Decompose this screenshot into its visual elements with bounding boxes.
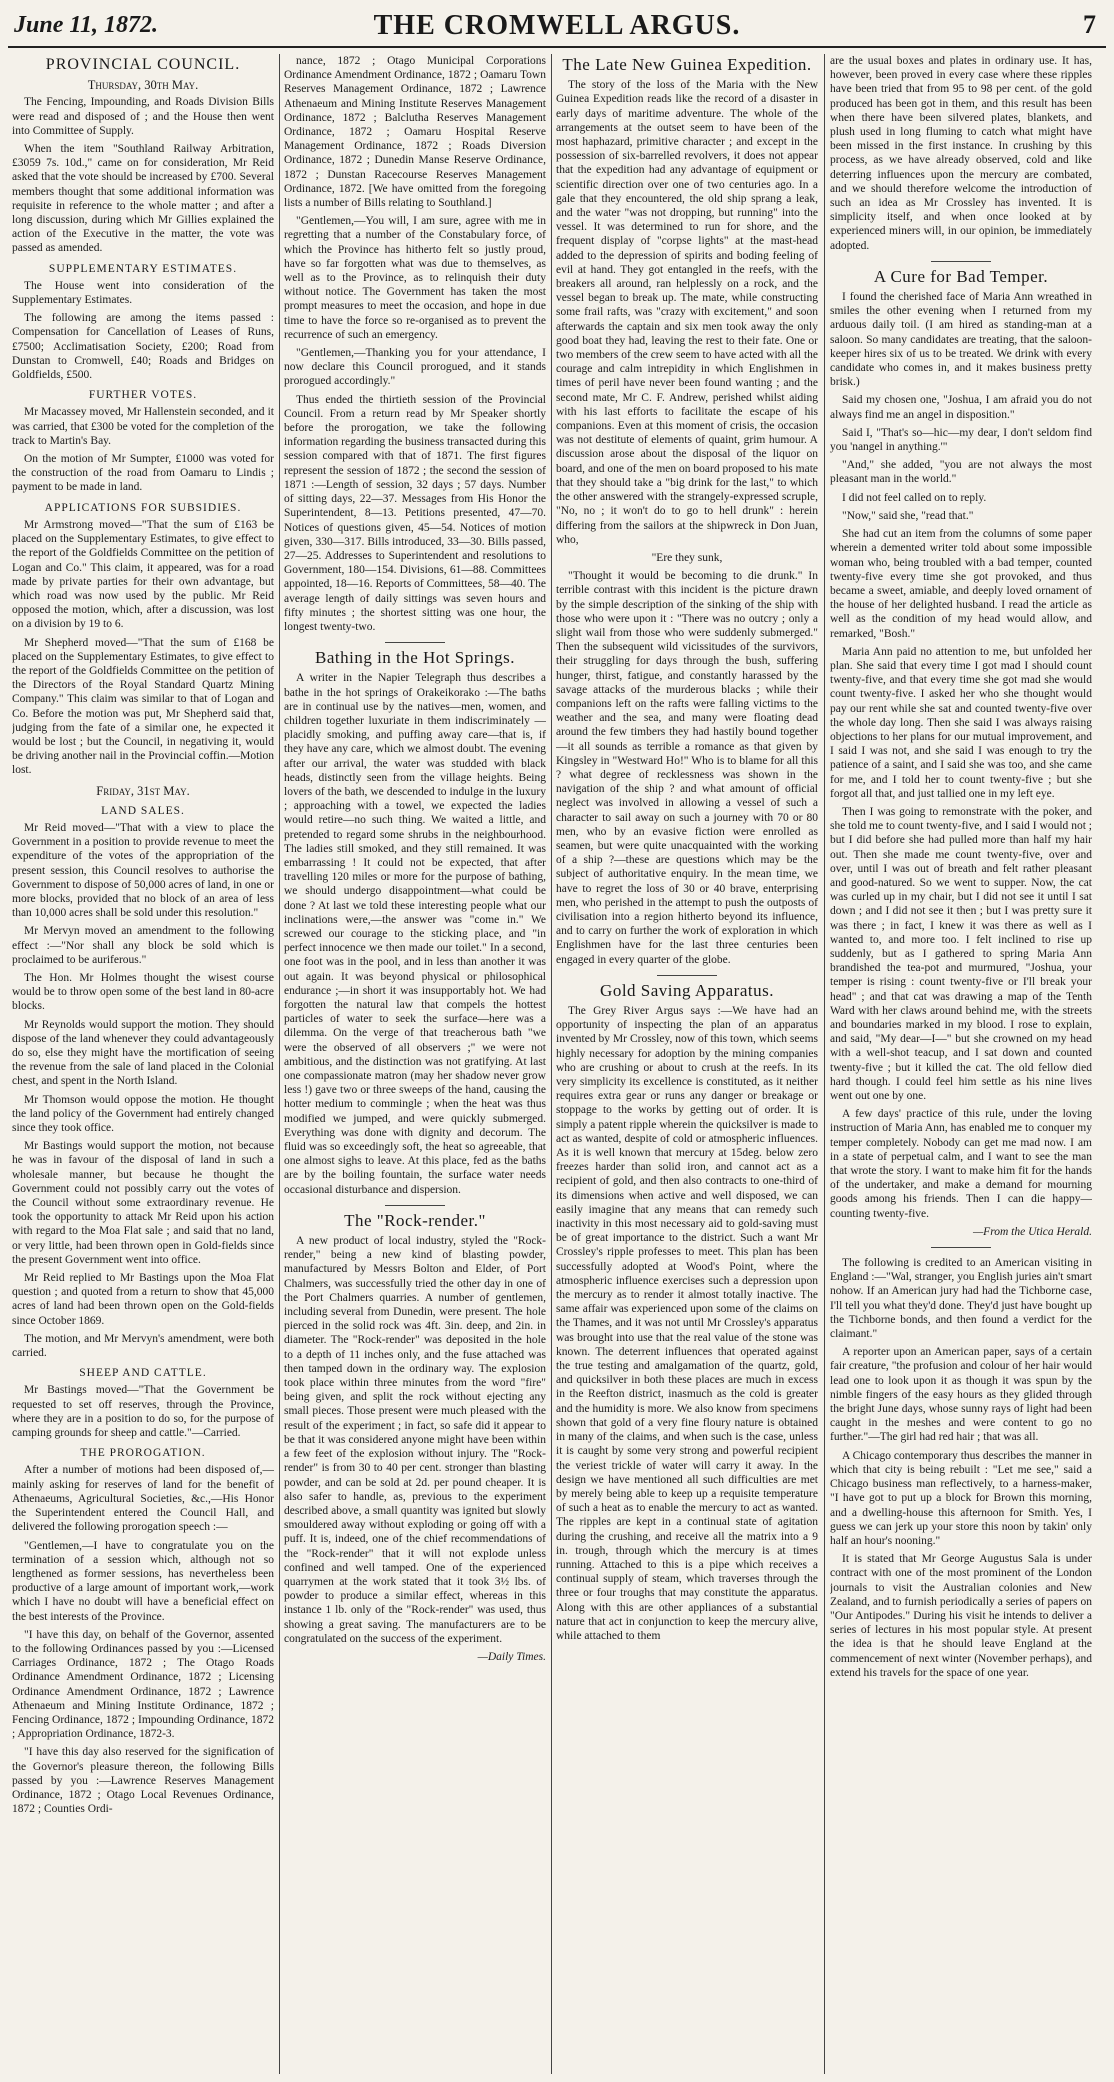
section-subheading: THE PROROGATION. [80,1447,206,1460]
paragraph: She had cut an item from the columns of some paper wherein a demented writer told about some impossible woman who, being troubled with a bad temper, counted twenty-five every time she got provoked, and thus became a sweet, amiable, and deeply loved ornament of the house of her delighted husband. I read the article as well as the condition of my head would allow, and remarked, "Bosh." [830,528,1092,640]
paragraph: When the item "Southland Railway Arbitration, £3059 7s. 10d.," came on for consideration, Mr Reid asked that the vote should be increased by £700. Several members thought that some additional information was requisite in reference to the whole matter ; and after a long discussion, during which Mr Gillies explained the action of the Executive in the matter, the vote was passed as amended. [12,143,274,255]
column-rule [279,54,280,2074]
verse-line: "Ere they sunk, [651,551,723,564]
paragraph: Mr Reynolds would support the motion. They should dispose of the land whenever they could advantageously do so, else they might have the mortification of seeing the revenue from the sale of land placed in the Colonial chest, and spent in the North Island. [12,1018,274,1088]
issue-date: June 11, 1872. [14,12,159,38]
paragraph: The story of the loss of the Maria with the New Guinea Expedition reads like the record of a disaster in early days of maritime adventure. The whole of the arrangements at the outset seem to have been of the most haphazard, primitive character ; and except in the possession of six-barrelled revolvers, it does not appear that the expedition had any advantage of equipment or scientific direction over one of two centuries ago. In a gale that they encountered, the old ship sprang a leak, and the water "was not dropping, but running" into the vessel. It was determined to run for shore, and the frequent display of "corpse lights" at the mast-head added to the depression of spirits and boding feeling of evil at hand. They got entangled in the reefs, with the breakers all around, ran helplessly on a rock, and the vessel began to break up. The mate, while constructing some frail rafts, was "crazy with excitement," and soon afterwards the captain and six men took away the only good boat they had, leaving the rest to their fate. One or two members of the crew seem to have acted with all the courage and calm intrepidity in which Englishmen in times of peril have never been found wanting ; and the second mate, Mr C. F. Andrew, perished whilst aiding with his last efforts to facilitate the escape of his companions. Even at this moment of crisis, the occasion was not destitute of elements of quaint, grim humour. A discussion arose about the disposal of the liquor on board, and one of the men on board proposed to his mate that they should take a "big drink for the last," to which the other answered with the strangely-expressed scruple, "No, no ; it won't do to go to hell drunk" : herein differing from the sailors at the shipwreck in Don Juan, who, [556,79,818,546]
column-rule [824,54,825,2074]
article-heading-rock-render: The "Rock-render." [344,1210,486,1230]
article-heading-bad-temper: A Cure for Bad Temper. [873,266,1049,286]
paragraph: A Chicago contemporary thus describes the manner in which that city is being rebuilt : "Let me see," said a Chicago business man reflectively, to a harness-maker, "I have got to put up a block for Brown this morning, and a dwelling-house this afternoon for Smith. Yes, I guess we can jerk up your store this noon by takin' only half an hour's nooning." [830,1449,1092,1547]
paragraph: The Grey River Argus says :—We have had an opportunity of inspecting the plan of an apparatus invented by Mr Crossley, now of this town, which seems highly necessary for adoption by the mining companies who are crushing or about to crush at the reefs. In its very simplicity its excellence is constituted, as it neither requires extra gear or runs any danger or breakage or stoppage to the works by getting out of order. It is simply a patent ripple wherein the quicksilver is made to act as wanted, despite of cold or atmospheric influences. As it is well known that mercury at 15deg. below zero freezes harder than solid iron, and cannot act as a recipient of gold, and then also contracts to one-third of its dimensions when active and well disposed, we can easily imagine that any means that can remedy such inactivity in this most necessary aid to gold-saving must be of great importance to the district. Such a want Mr Crossley's ripple professes to meet. This plan has been successfully adopted at Wood's Point, where the atmospheric influence exercises such a depression upon the mercury as to render it almost totally inactive. The same affair was experienced upon some of the claims on the Thames, and it was not until Mr Crossley's apparatus was brought into use that the real value of the stone was known. The deterrent influences that operated against the true testing and amalgamation of the quartz, gold, and quicksilver in both these places are much in excess in the Reefton district, inasmuch as the cold is greater and the humidity is more. We also know from specimens shown that gold of a very fine floury nature is obtained in many of the claims, and when such is the case, unless it is caught by some very strong and powerful recipient the veriest trickle of water will carry it away. In the design we have mentioned all such difficulties are met by merely being able to keep up a requisite temperature of such a heat as to enable the mercury to act as wanted. The ripples are kept in a continual state of agitation during the crushing, and receive all the matrix into a 9 in. trough, through which the mercury is at times running. Attached to this is a pipe which receives a continual supply of steam, which traverses through the three or four troughs that may constitute the apparatus. Along with this are other appliances of a substantial nature that act in conjunction to keep the mercury alive, while attached to them [556,1005,818,1642]
paragraph: Mr Bastings moved—"That the Government be requested to set off reserves, through the Province, where they are in a position to do so, for the purpose of camping grounds for sheep and cattle."—Carried. [12,1384,274,1440]
paragraph: Mr Bastings would support the motion, not because he was in favour of the disposal of land in such a wholesale manner, but because he thought the Government could not possibly carry out the votes of the Council without some extraordinary revenue. He took the opportunity to attack Mr Reid upon his action with regard to the Moa Flat sale ; and said that no land, or very little, had been thrown open in Gold-fields since the present Government went into office. [12,1140,274,1266]
paragraph: "Now," said she, "read that." [842,509,974,522]
paragraph: A writer in the Napier Telegraph thus describes a bathe in the hot springs of Orakeikorako :—The baths are in continual use by the natives—men, women, and children together luxuriate in them indiscriminately —placidly smoking, and puffing away care—that is, if they have any care, which we almost doubt. The evening after our arrival, the water was studded with black heads, distinctly seen from the village heights. Being lovers of the bath, we descended to indulge in the luxury ; approaching with a towel, we expected the ladies would retire—no such thing. We waited a little, and pretended to regard some shrubs in the neighbourhood. The ladies still smoked, and they still remained. It was embarrassing ! It could not be expected, that after travelling 120 miles or more for the purpose of bathing, we should undergo disappointment—what could be done ? At last we told these interesting people what our inclinations were,—the answer was "come in." We screwed our courage to the sticking place, and "in perfect innocence we then made our toilet." In a second, one foot was in the pool, and in less than another it was out again. It was beyond physical or philosophical endurance ;—in short it was insupportably hot. We had forgotten the natural law that compels the hottest particles of water to seek the surface—here was a dilemma. On the verge of that treacherous bath "we were the observed of all observers ;" we were not ambitious, and the distinction was not gratifying. At last one compassionate matron (may her shadow never grow less !) gave two or three sweeps of the hand, causing the hotter medium to commingle ; when the heat was thus modified we jumped, and were quickly submerged. Everything was done with dignity and decorum. The fluid was so exceedingly soft, the heat so agreeable, that one almost sighs to leave. At this place, fed as the baths are by the boiling fountain, the surface water needs occasional disturbance and dispersion. [284,672,546,1196]
paragraph: After a number of motions had been disposed of,—mainly asking for reserves of land for the benefit of Athenaeums, Agricultural Societies, &c.,—His Honor the Superintendent entered the Council Hall, and delivered the following prorogation speech :— [12,1464,274,1534]
paragraph: "Thought it would be becoming to die drunk." In terrible contrast with this incident is the picture drawn by the simple description of the sinking of the ship with those who were upon it : "There was no outcry ; only a slight wail from those who were suddenly submerged." Then the subsequent wild vicissitudes of the survivors, their struggling for days through the bush, suffering hunger, thirst, fatigue, and constantly harassed by the savage attacks of the murderous blacks ; while their companions left on the rafts were falling victims to the weather and the sea, and many were floating dead around the few timbers they had hastily bound together—it all sounds as terrible a romance as that given by Kingsley in "Westward Ho!" Who is to blame for all this ? what degree of recklessness was shown in the navigation of the ship ? and what amount of official neglect was involved in allowing a vessel of such a character to sail away on such a journey with 70 or 80 men, who by an evasive fiction were enrolled as seamen, but were quite unacquainted with the working of a ship ?—these are questions which may be the subject of authoritative enquiry. In the mean time, we have to regret the loss of 30 or 40 brave, enterprising men, who perished in the attempt to push the outposts of civilisation into a region hitherto beyond its influence, and to carry on further the work of exploration in which Englishmen have for the last three centuries been engaged in every quarter of the globe. [556,570,818,966]
section-subheading: APPLICATIONS FOR SUBSIDIES. [44,501,242,514]
article-divider [385,1205,445,1206]
article-heading-provincial-council: PROVINCIAL COUNCIL. [45,56,241,73]
article-heading-gold-saving: Gold Saving Apparatus. [600,980,774,1000]
article-divider [657,975,717,976]
paragraph: "I have this day, on behalf of the Governor, assented to the following Ordinances passed by you :—Licensed Carriages Ordinance, 1872 ; The Otago Roads Ordinance Amendment Ordinance, 1872 ; Licensing Ordinance Amendment Ordinance, 1872 ; Lawrence Athenaeum and Mining Institute Ordinance, 1872 ; Fencing Ordinance, 1872 ; Impounding Ordinance, 1872 ; Appropriation Ordinance, 1872-3. [12,1628,274,1741]
column-4 [830,54,1092,2074]
paragraph: The following are among the items passed : Compensation for Cancellation of Leases of Runs, £7500; Acclimatisation Society, £200; Road from Dunstan to Cromwell, £40; Roads and Bridges on Goldfields, £500. [12,312,274,382]
paragraph: "Gentlemen,—Thanking you for your attendance, I now declare this Council prorogued, and it stands prorogued accordingly." [284,347,546,388]
paragraph: "I have this day also reserved for the signification of the Governor's pleasure thereon, the following Bills passed by you :—Lawrence Reserves Management Ordinance, 1872 ; Otago Local Revenues Ordinance, 1872 ; Counties Ordi- [12,1746,274,1816]
paragraph: The House went into consideration of the Supplementary Estimates. [12,279,274,307]
paragraph: Mr Reid replied to Mr Bastings upon the Moa Flat question ; and quoted from a return to show that 45,000 acres of land had been thrown open on the Gold-fields since October 1869. [12,1272,274,1327]
article-heading-hot-springs: Bathing in the Hot Springs. [314,648,516,668]
source-credit: —From the Utica Herald. [972,1225,1092,1238]
article-heading-new-guinea: The Late New Guinea Expedition. [562,55,812,74]
section-subheading: LAND SALES. [101,804,185,817]
column-3 [556,54,818,2074]
paragraph: Said I, "That's so—hic—my dear, I don't seldom find you 'nangel in anything.'" [830,426,1092,454]
paragraph: Mr Armstrong moved—"That the sum of £163 be placed on the Supplementary Estimates, to give effect to the report of the Goldfields Committee on the petition of Logan and Co." This claim, it appeared, was for a road made by private parties for their own advantage, but which road was now used by the public. Mr Reid opposed the motion, which, after a discussion, was lost on a division by 19 to 6. [12,518,274,631]
paragraph: The Fencing, Impounding, and Roads Division Bills were read and disposed of ; and the House then went into Committee of Supply. [12,96,274,137]
paragraph: Mr Mervyn moved an amendment to the following effect :—"Nor shall any block be sold which is proclaimed to be auriferous." [12,925,274,966]
column-2 [284,54,546,2074]
paragraph: The motion, and Mr Mervyn's amendment, were both carried. [12,1332,274,1360]
paragraph: Mr Thomson would oppose the motion. He thought the land policy of the Government had entirely changed since they took office. [12,1093,274,1135]
source-credit: —Daily Times. [477,1650,546,1663]
masthead [8,6,1106,48]
paragraph: Mr Macassey moved, Mr Hallenstein seconded, and it was carried, that £300 be voted for the completion of the track to Martin's Bay. [12,406,274,447]
paragraph: A new product of local industry, styled the "Rock-render," being a new kind of blasting powder, manufactured by Messrs Bolton and Elder, of Port Chalmers, was successfully tried the other day in one of the Port Chalmers quarries. A number of gentlemen, including several from Dunedin, were present. The hole pierced in the solid rock was 4ft. 3in. deep, and 2in. in diameter. The "Rock-render" was deposited in the hole to a depth of 11 inches only, and the fuse attached was then tamped down in the ordinary way. The explosion took place within three minutes from the word "fire" being given, and split the rock without ejecting any small pieces. Those present were much pleased with the result of the experiment ; in fact, so safe did it appear to be that it was considered anyone might have been within a few feet of the explosion without injury. The "Rock-render" is from 30 to 40 per cent. stronger than blasting powder, and can be sold at 2d. per pound cheaper. It is also safer to handle, as, previous to the experiment described above, a small quantity was ignited but slowly smouldered away without exploding or going off with a puff. It is, indeed, one of the chief recommendations of the "Rock-render" that it will not explode unless confined and well tamped. One of the experienced quarrymen at the work stated that it took 3½ lbs. of powder to produce a similar effect, whereas in this instance 1 lb. only of the "Rock-render" was used, thus showing a great saving. The manufacturers are to be congratulated on the success of the experiment. [284,1235,546,1645]
paragraph: The Hon. Mr Holmes thought the wisest course would be to throw open some of the best land in 80-acre blocks. [12,971,274,1013]
column-1 [12,54,274,2074]
section-subheading: SUPPLEMENTARY ESTIMATES. [48,262,238,275]
newspaper-title: THE CROMWELL ARGUS. [373,10,741,41]
paragraph: On the motion of Mr Sumpter, £1000 was voted for the construction of the road from Oamaru to Lindis ; payment to be made in land. [12,453,274,494]
date-subheading: Thursday, 30th May. [87,78,199,93]
section-subheading: SHEEP AND CATTLE. [79,1367,207,1380]
paragraph: "And," she added, "you are not always the most pleasant man in the world." [830,459,1092,486]
paragraph: Then I was going to remonstrate with the poker, and she told me to count twenty-five, and I said I would not ; but I did before she had pulled more than half my hair out. Then she made me count twenty-five, over and over, until I was out of breath and felt rather pleasant and good-natured. So we went to supper. Now, the cat was curled up in my chair, but I did not see it until I sat down ; and I did not see it then ; but I was pretty sure it was there ; in fact, I knew it was there as well as I wanted to, and more too. I felt inclined to rise up suddenly, but as I gathered to spring Maria Ann brandished the tea-pot and murmured, "Joshua, your temper is rising : count twenty-five or I'll break your head" ; and that cat was drawing a map of the Tenth Ward with her claws around behind me, with the streets and boundaries marked in my blood. I rose to explain, and said, "My dear—I—" but she crowned on my head with a well-shot teacup, and I sat down and counted twenty-five ; but it killed the cat. The old fellow died hard though. I could feel him settle as his nine lives went out one by one. [830,805,1092,1103]
paragraph: "Gentlemen,—I have to congratulate you on the termination of a session which, although not so lengthened as former sessions, has nevertheless been productive of a large amount of important work,—work which I have no doubt will have a beneficial effect on the best interests of the Province. [12,1539,274,1623]
paragraph: Said my chosen one, "Joshua, I am afraid you do not always find me an angel in disposition." [830,394,1092,421]
column-rule [551,54,552,2074]
article-divider [385,642,445,643]
paragraph: Mr Reid moved—"That with a view to place the Government in a position to provide revenue to meet the expenditure of the votes of the appropriation of the present session, this Council resolves to authorise the Government to dispose of 50,000 acres of land, in one or more blocks, provided that no block of an area of less than 10,000 acres shall be sold under this resolution." [12,821,274,920]
article-divider [931,261,991,262]
article-divider [931,1247,991,1248]
paragraph: I found the cherished face of Maria Ann wreathed in smiles the other evening when I returned from my arduous daily toil. (I am hired as standing-man at a saloon. So many candidates are treating, that the saloon-keeper hires six of us to be treated. We drink with every candidate who comes in, and it makes business pretty brisk.) [830,291,1092,389]
paragraph: A few days' practice of this rule, under the loving instruction of Maria Ann, has enabled me to conquer my temper completely. Nobody can get me mad now. I am in a state of perpetual calm, and I want to see the man that wrote the story. I want to make him fit for the hands of the undertaker, and make a demand for mourning goods among his friends. Then I can die happy—counting twenty-five. [830,1108,1092,1220]
paragraph: Mr Shepherd moved—"That the sum of £168 be placed on the Supplementary Estimates, to give effect to the report of the Goldfields Committee on the petition of the Directors of the Royal Standard Quartz Mining Company." This claim was similar to that of Logan and Co. Before the motion was put, Mr Shepherd said that, judging from the fate of a similar one, he expected it would be lost ; but the Council, in negativing it, would be driving another nail in the Provincial coffin.—Motion lost. [12,636,274,777]
paragraph: nance, 1872 ; Otago Municipal Corporations Ordinance Amendment Ordinance, 1872 ; Oamaru Town Reserves Management Ordinance, 1872 ; Lawrence Athenaeum and Mining Institute Reserves Management Ordinance, 1872 ; Balclutha Reserves Management Ordinance, 1872 ; Oamaru Hospital Reserve Management Ordinance, 1872 ; Roads Diversion Ordinance, 1872 ; Dunedin Manse Reserve Ordinance, 1872 ; Dunstan Racecourse Reserves Management Ordinance, 1872. [We have omitted from the foregoing lists a number of Bills relating to Southland.] [284,55,546,210]
date-subheading: Friday, 31st May. [96,783,190,798]
paragraph: Thus ended the thirtieth session of the Provincial Council. From a return read by Mr Speaker shortly before the prorogation, we take the following information regarding the business transacted during this session compared with that of 1871. The first figures represent the session of 1872 ; the second the session of 1871 :—Length of session, 32 days ; 57 days. Number of sitting days, 22—37. Messages from His Honor the Superintendent, 8—13. Petitions presented, 47—70. Notices of questions given, 45—54. Notices of motion given, 330—317. Bills introduced, 33—30. Bills passed, 27—25. Addresses to Superintendent and resolutions to Government, 180—154. Divisions, 61—88. Committees appointed, 18—16. Reports of Committees, 58—40. The average length of daily sittings was seven hours and fifty minutes ; the shortest sitting was one hour, the longest twenty-two. [284,393,546,633]
paragraph: are the usual boxes and plates in ordinary use. It has, however, been proved in every case where these ripples have been tried that from 95 to 98 per cent. of the gold produced has been got in them, and this result has been when there have been silvered plates, blankets, and plush used in long fluming to catch what might have been missed in the first instance. In crushing by this process, as we have already observed, cold and like deterring influences upon the mercury are combated, and we should therefore welcome the introduction of such an idea as Mr Crossley has invented. It is simplicity itself, and when once looked at by experienced miners will, in our opinion, be immediately adopted. [830,55,1092,252]
paragraph: The following is credited to an American visiting in England :—"Wal, stranger, you English juries ain't smart nohow. If an American jury had had the Tichborne case, I'll tell you what they'd done. They'd just have bought up the Tichborne bonds, and then found a verdict for the claimant." [830,1257,1092,1341]
paragraph: A reporter upon an American paper, says of a certain fair creature, "the profusion and colour of her hair would lead one to look upon it as though it was spun by the nimble fingers of the easy hours as they glided through the bright June days, whose sunny rays of light had been caught in the meshes and were content to go no further."—The girl had red hair ; that was all. [830,1346,1092,1444]
paragraph: I did not feel called on to reply. [842,491,987,504]
paragraph: Maria Ann paid no attention to me, but unfolded her plan. She said that every time I got mad I should count twenty-five, and that every time she got mad she would count twenty-five. I asked her who she thought would pay our rent while she sat and counted twenty-five over the whole day long. Then she said I was always raising objections to her plans for our mutual improvement, and I said I was not, and she said I was enough to try the patience of a saint, and I said she was too, and she came for me, and I told her to count twenty-five ; but she forgot all that, and just tallied one in my left eye. [830,645,1092,800]
paragraph: It is stated that Mr George Augustus Sala is under contract with one of the most prominent of the London journals to visit the Australian colonies and New Zealand, and to furnish periodically a series of papers on "Our Antipodes." During his visit he intends to deliver a series of lectures in his most popular style. At present the idea is that he should leave England at the commencement of next winter (November perhaps), and extend his travels for the space of one year. [830,1553,1092,1679]
section-subheading: FURTHER VOTES. [88,389,198,402]
newspaper-page [8,6,1106,2076]
paragraph: "Gentlemen,—You will, I am sure, agree with me in regretting that a number of the Constabulary force, of which the Province has hitherto felt so justly proud, have so far forgotten what was due to themselves, as well as to the Province, as to relinquish their duty without notice. The Government has taken the most prompt measures to meet the occasion, and hope in due time to have the force so re-organised as to prevent the recurrence of such an emergency. [284,215,546,341]
page-number: 7 [1083,10,1096,39]
